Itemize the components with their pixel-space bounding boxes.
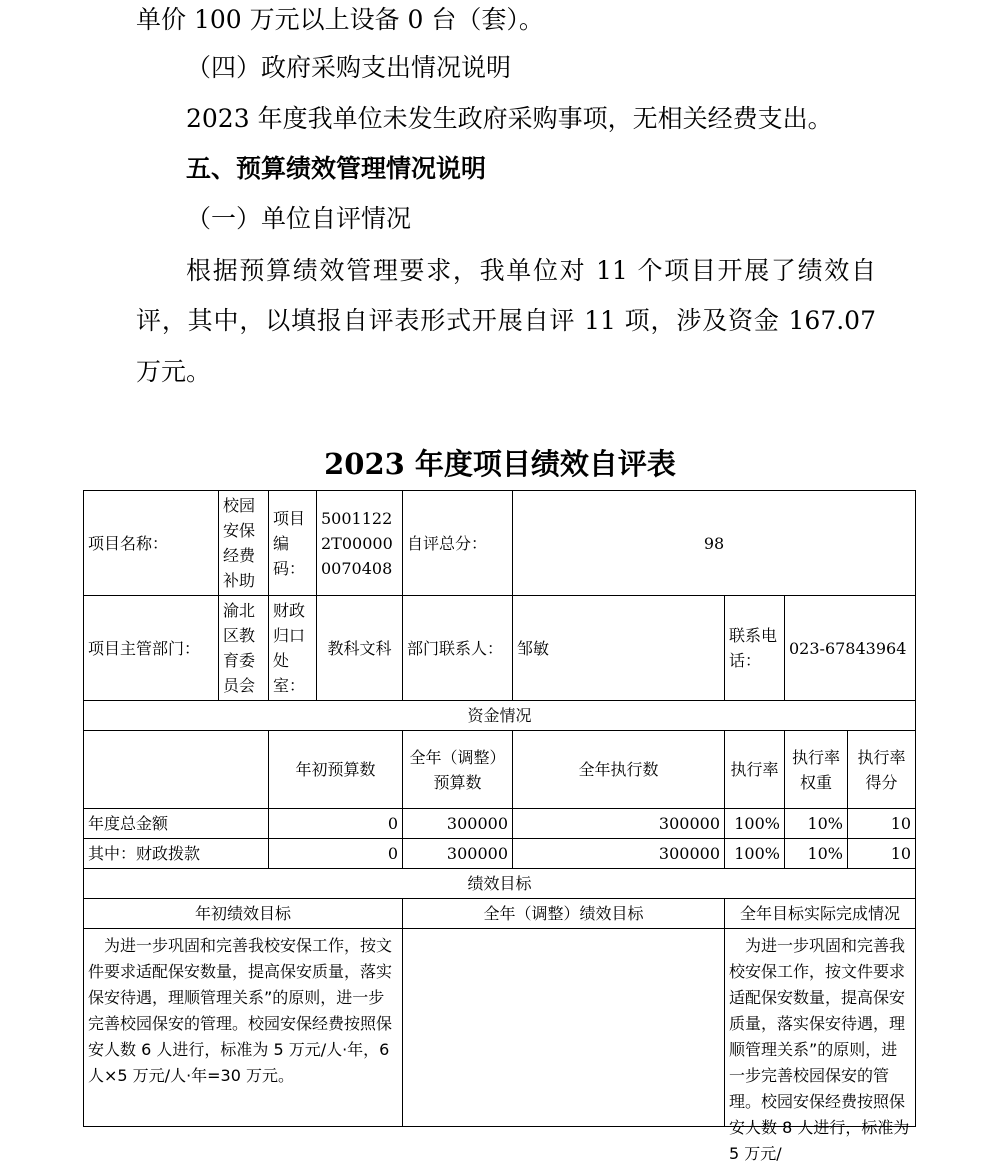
table-row-goals-headers: [84, 899, 916, 929]
funds-row-rate: 100%: [725, 809, 785, 839]
heading-procurement: （四）政府采购支出情况说明: [186, 53, 512, 82]
funds-header-adjusted-budget: 全年（调整）预算数: [403, 731, 513, 809]
funds-row-adjusted: 300000: [403, 839, 513, 869]
goal-adjusted-cell: [403, 929, 725, 1127]
funds-row-rate: 100%: [725, 839, 785, 869]
goal-adjusted-text: [407, 933, 720, 1123]
goal-initial-cell: [84, 929, 403, 1127]
score-label: 自评总分：: [403, 491, 513, 596]
dept-value: 渝北区教育委员会: [219, 596, 269, 701]
phone-value: 023-67843964: [785, 596, 916, 701]
contact-value: 邹敏: [513, 596, 725, 701]
contact-label: 部门联系人：: [403, 596, 513, 701]
body-procurement-text: 2023 年度我单位未发生政府采购事项，无相关经费支出。: [186, 104, 833, 133]
funds-header-initial-budget: 年初预算数: [269, 731, 403, 809]
table-row-project-info: [84, 491, 916, 596]
performance-self-eval-table: [83, 490, 916, 1163]
funds-header-blank: [84, 731, 269, 809]
body-line-equipment: 单价 100 万元以上设备 0 台（套）。: [136, 5, 544, 34]
funds-row-label: 其中：财政拨款: [84, 839, 269, 869]
funds-row-weight: 10%: [785, 839, 848, 869]
table-row-funds-fiscal: [84, 839, 916, 869]
table-row-funds-section: [84, 701, 916, 731]
finance-office-label: 财政归口处室：: [269, 596, 317, 701]
goals-section-header: 绩效目标: [84, 869, 916, 899]
phone-label: 联系电话：: [725, 596, 785, 701]
funds-header-rate-score: 执行率得分: [848, 731, 916, 809]
funds-header-executed: 全年执行数: [513, 731, 725, 809]
funds-row-initial: 0: [269, 839, 403, 869]
funds-row-score: 10: [848, 839, 916, 869]
funds-row-executed: 300000: [513, 809, 725, 839]
goal-initial-text: 为进一步巩固和完善我校安保工作，按文件要求适配保安数量，提高保安质量，落实保安待遇，理顺管理关系”的原则，进一步完善校园保安的管理。校园安保经费按照保安人数 6 人进行，标准为 5 万元/人·年，6 人×5 万元/人·年=30 万元。: [88, 935, 393, 1085]
funds-row-adjusted: 300000: [403, 809, 513, 839]
goals-header-actual: 全年目标实际完成情况: [725, 899, 916, 929]
project-name-label: 项目名称：: [84, 491, 219, 596]
body-self-eval-line1: 根据预算绩效管理要求，我单位对 11 个项目开展了绩效自: [186, 256, 876, 285]
funds-header-rate-weight: 执行率权重: [785, 731, 848, 809]
table-row-goals-content: [84, 929, 916, 1127]
finance-office-value: 教科文科: [317, 596, 403, 701]
funds-section-header: 资金情况: [84, 701, 916, 731]
score-value: 98: [513, 491, 916, 596]
heading-performance-management: 五、预算绩效管理情况说明: [186, 154, 487, 183]
funds-row-initial: 0: [269, 809, 403, 839]
body-self-eval-line3: 万元。: [136, 357, 212, 386]
goals-header-initial: 年初绩效目标: [84, 899, 403, 929]
table-row-department-info: [84, 596, 916, 701]
project-code-label: 项目编码：: [269, 491, 317, 596]
funds-header-exec-rate: 执行率: [725, 731, 785, 809]
funds-row-weight: 10%: [785, 809, 848, 839]
funds-row-executed: 300000: [513, 839, 725, 869]
dept-label: 项目主管部门：: [84, 596, 219, 701]
goals-header-adjusted: 全年（调整）绩效目标: [403, 899, 725, 929]
table-row-funds-headers: [84, 731, 916, 809]
body-self-eval-line2: 评，其中，以填报自评表形式开展自评 11 项，涉及资金 167.07: [136, 306, 876, 335]
goal-actual-cell: [725, 929, 916, 1163]
project-code-value: 50011222T000000070408: [317, 491, 403, 596]
goal-actual-text: 为进一步巩固和完善我校安保工作，按文件要求适配保安数量，提高保安质量，落实保安待遇，理顺管理关系”的原则，进一步完善校园保安的管理。校园安保经费按照保安人数 8 人进行，标准为 5 万元/: [729, 935, 910, 1163]
funds-row-score: 10: [848, 809, 916, 839]
table-row-goals-section: [84, 869, 916, 899]
table-row-funds-total: [84, 809, 916, 839]
project-name-value: 校园安保经费补助: [219, 491, 269, 596]
heading-self-evaluation: （一）单位自评情况: [186, 204, 412, 233]
table-title: 2023 年度项目绩效自评表: [324, 447, 676, 481]
funds-row-label: 年度总金额: [84, 809, 269, 839]
